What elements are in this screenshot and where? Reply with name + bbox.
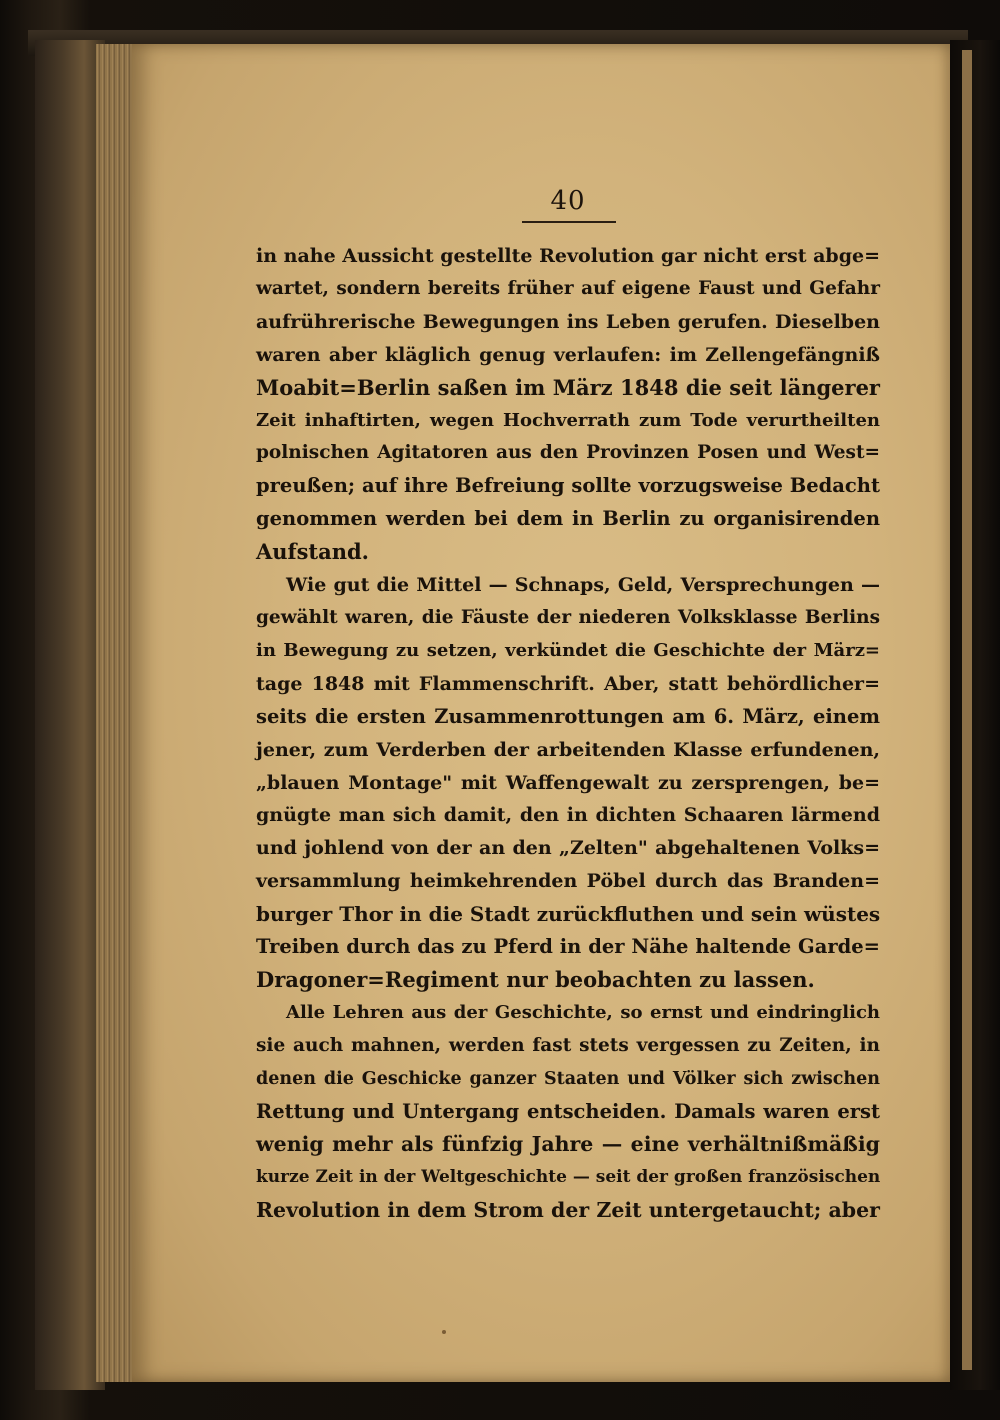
next-page-sliver <box>962 50 972 1370</box>
text-line: Treiben durch das zu Pferd in der Nähe haltende Garde= <box>256 935 880 959</box>
page-number-rule <box>522 221 616 223</box>
text-line: in Bewegung zu setzen, verkündet die Geschichte der März= <box>256 639 880 661</box>
book-spine <box>35 40 105 1390</box>
paper-speck <box>442 1330 446 1334</box>
text-line: wenig mehr als fünfzig Jahre — eine verhältnißmäßig <box>256 1132 880 1157</box>
text-line: versammlung heimkehrenden Pöbel durch das Branden= <box>256 870 880 893</box>
page-text <box>256 240 880 1227</box>
text-line: „blauen Montage" mit Waffengewalt zu zersprengen, be= <box>256 771 880 794</box>
text-line: wartet, sondern bereits früher auf eigene Faust und Gefahr <box>256 277 880 299</box>
page-stack-edge <box>96 44 136 1382</box>
text-line: Moabit=Berlin saßen im März 1848 die seit längerer <box>256 374 880 400</box>
text-line: preußen; auf ihre Befreiung sollte vorzugsweise Bedacht <box>256 474 880 498</box>
text-line: Rettung und Untergang entscheiden. Damals waren erst <box>256 1099 880 1123</box>
text-line: tage 1848 mit Flammenschrift. Aber, statt behördlicher= <box>256 672 880 695</box>
text-line: genommen werden bei dem in Berlin zu organisirenden <box>256 507 880 531</box>
text-line: aufrührerische Bewegungen ins Leben gerufen. Dieselben <box>256 310 880 333</box>
text-line: seits die ersten Zusammenrottungen am 6. März, einem <box>256 704 880 728</box>
text-line: Dragoner=Regiment nur beobachten zu lassen. <box>256 966 815 992</box>
text-line: burger Thor in die Stadt zurückfluthen und sein wüstes <box>256 902 881 927</box>
text-line: gnügte man sich damit, den in dichten Schaaren lärmend <box>256 804 880 827</box>
right-shadow <box>950 40 1000 1390</box>
text-line: Aufstand. <box>256 539 369 565</box>
text-line: waren aber kläglich genug verlaufen: im Zellengefängniß <box>256 343 880 366</box>
text-line: jener, zum Verderben der arbeitenden Klasse erfundenen, <box>256 738 880 761</box>
text-line: kurze Zeit in der Weltgeschichte — seit der großen französischen <box>256 1167 881 1188</box>
text-line: Wie gut die Mittel — Schnaps, Geld, Versprechungen — <box>286 574 880 597</box>
text-line: Alle Lehren aus der Geschichte, so ernst und eindringlich <box>286 1001 880 1023</box>
text-line: Revolution in dem Strom der Zeit untergetaucht; aber <box>256 1198 880 1223</box>
text-line: denen die Geschicke ganzer Staaten und Völker sich zwischen <box>256 1068 880 1089</box>
page-number: 40 <box>550 186 586 216</box>
text-line: sie auch mahnen, werden fast stets vergessen zu Zeiten, in <box>256 1034 880 1056</box>
text-line: in nahe Aussicht gestellte Revolution gar nicht erst abge= <box>256 245 880 267</box>
text-line: und johlend von der an den „Zelten" abgehaltenen Volks= <box>256 837 880 860</box>
text-line: polnischen Agitatoren aus den Provinzen Posen und West= <box>256 442 880 464</box>
text-line: Zeit inhaftirten, wegen Hochverrath zum Tode verurtheilten <box>256 409 880 431</box>
text-line: gewählt waren, die Fäuste der niederen Volksklasse Berlins <box>256 606 880 628</box>
